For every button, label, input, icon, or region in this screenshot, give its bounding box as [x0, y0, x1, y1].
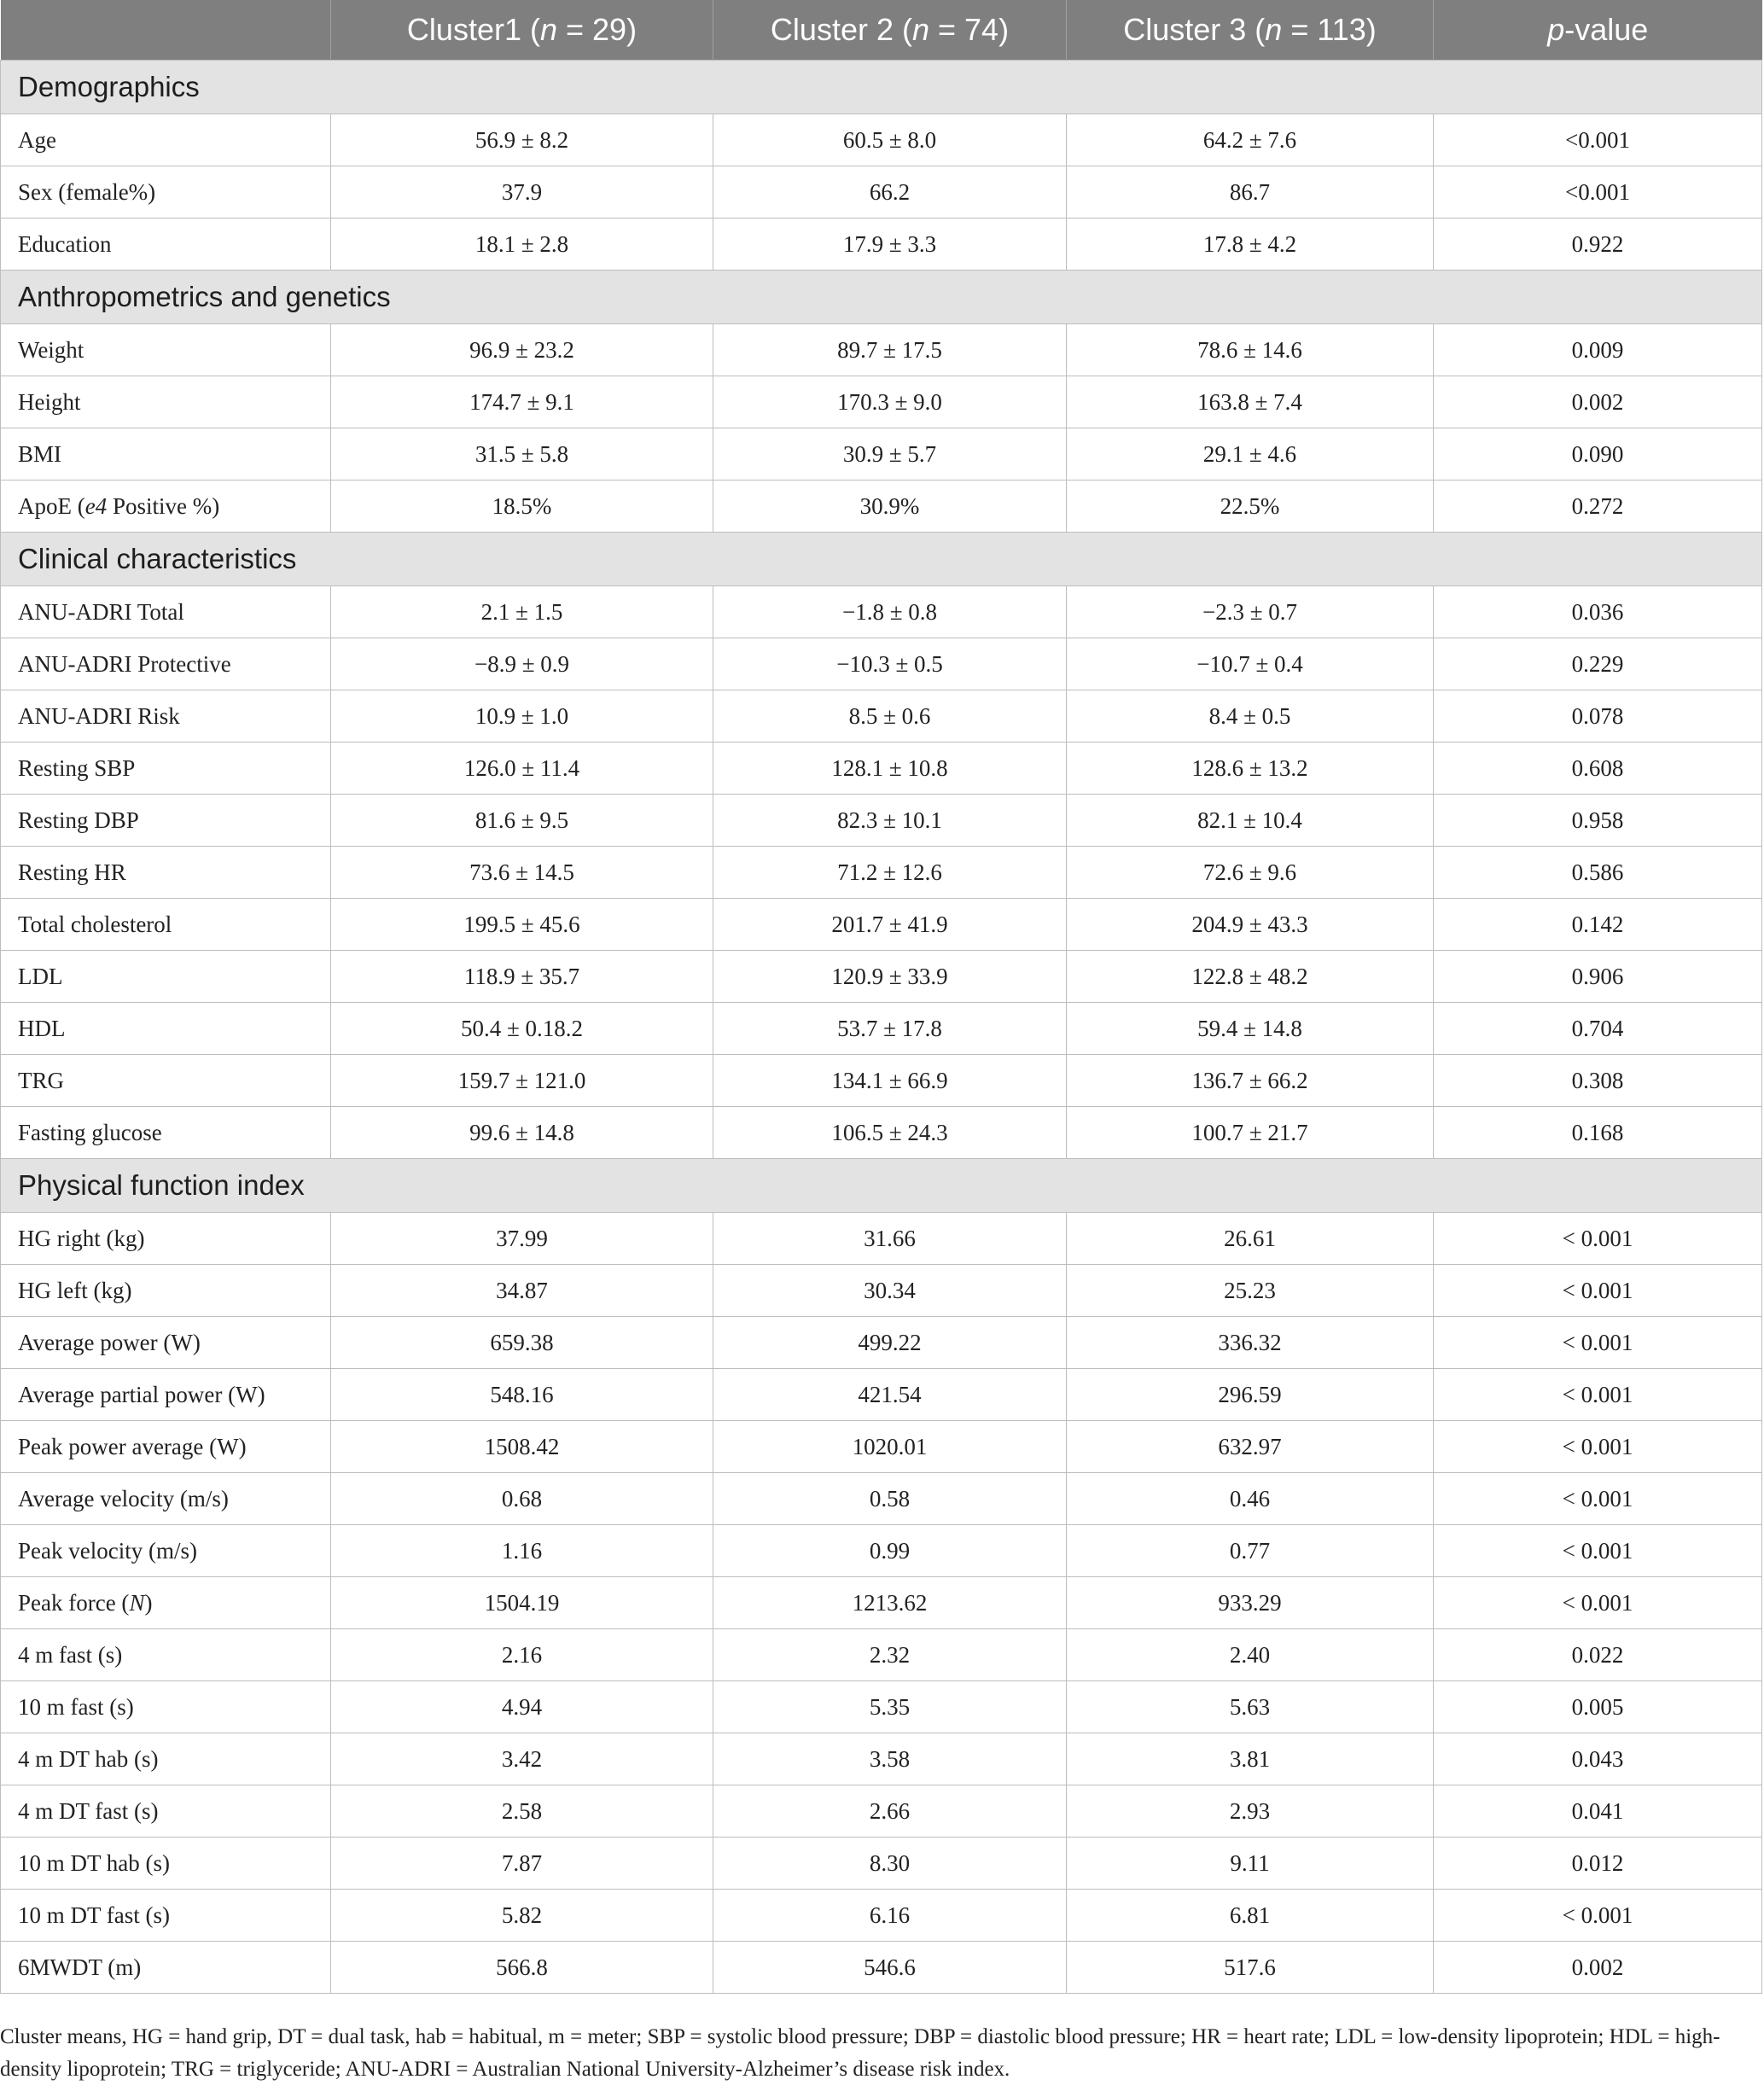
section-row: [1, 271, 1762, 324]
row-label: [1, 1681, 331, 1733]
table-row: [1, 586, 1762, 638]
section-row: [1, 61, 1762, 114]
row-label: [1, 1733, 331, 1785]
cell-cluster-1: 659.38: [331, 1317, 713, 1369]
table-row: [1, 1055, 1762, 1107]
cell-cluster-3: 0.77: [1067, 1525, 1434, 1577]
cell-cluster-2: 8.30: [713, 1838, 1067, 1890]
cell-cluster-3: 0.46: [1067, 1473, 1434, 1525]
cell-p-value: 0.002: [1434, 1942, 1762, 1994]
cell-cluster-2: 53.7 ± 17.8: [713, 1003, 1067, 1055]
cell-cluster-3: 6.81: [1067, 1890, 1434, 1942]
cell-p-value: < 0.001: [1434, 1265, 1762, 1317]
row-label-text: HG right (kg): [18, 1225, 145, 1251]
cell-cluster-3: 204.9 ± 43.3: [1067, 899, 1434, 951]
row-label-text: Resting SBP: [18, 754, 136, 781]
row-label: [1, 1421, 331, 1473]
section-row: [1, 533, 1762, 586]
table-row: [1, 690, 1762, 743]
cell-p-value: 0.272: [1434, 481, 1762, 533]
header-text: Cluster 2 (: [770, 12, 912, 47]
cell-cluster-2: 66.2: [713, 166, 1067, 218]
cell-cluster-2: 60.5 ± 8.0: [713, 114, 1067, 166]
cell-cluster-3: 100.7 ± 21.7: [1067, 1107, 1434, 1159]
cell-cluster-3: 64.2 ± 7.6: [1067, 114, 1434, 166]
row-label: [1, 690, 331, 743]
row-label-text: 10 m fast (s): [18, 1693, 134, 1720]
table-row: [1, 1629, 1762, 1681]
row-label: [1, 1942, 331, 1994]
table-row: [1, 1890, 1762, 1942]
row-label-text: Education: [18, 230, 112, 257]
row-label: [1, 1473, 331, 1525]
row-label: [1, 376, 331, 428]
row-label: [1, 1890, 331, 1942]
cell-cluster-1: 37.9: [331, 166, 713, 218]
cell-cluster-2: 170.3 ± 9.0: [713, 376, 1067, 428]
cell-p-value: 0.308: [1434, 1055, 1762, 1107]
row-label: [1, 795, 331, 847]
cell-cluster-3: 59.4 ± 14.8: [1067, 1003, 1434, 1055]
cell-cluster-3: 86.7: [1067, 166, 1434, 218]
row-label-text: 4 m DT fast (s): [18, 1797, 159, 1824]
header-text: = 113): [1282, 12, 1377, 47]
cell-cluster-1: 548.16: [331, 1369, 713, 1421]
row-label: [1, 166, 331, 218]
table-row: [1, 1838, 1762, 1890]
cell-cluster-1: 4.94: [331, 1681, 713, 1733]
cell-cluster-3: 9.11: [1067, 1838, 1434, 1890]
cell-cluster-1: 2.58: [331, 1785, 713, 1838]
cell-p-value: 0.958: [1434, 795, 1762, 847]
cell-p-value: 0.168: [1434, 1107, 1762, 1159]
table-row: [1, 1785, 1762, 1838]
cell-p-value: < 0.001: [1434, 1890, 1762, 1942]
row-label-text: Peak velocity (m/s): [18, 1537, 197, 1564]
cell-cluster-2: 31.66: [713, 1213, 1067, 1265]
row-label-text: Fasting glucose: [18, 1119, 162, 1145]
cell-cluster-1: 126.0 ± 11.4: [331, 743, 713, 795]
row-label: [1, 847, 331, 899]
cell-cluster-3: 632.97: [1067, 1421, 1434, 1473]
row-label-text: Positive %): [107, 492, 220, 519]
cell-cluster-3: 933.29: [1067, 1577, 1434, 1629]
cell-p-value: 0.012: [1434, 1838, 1762, 1890]
table-row: [1, 1733, 1762, 1785]
cell-cluster-1: 2.16: [331, 1629, 713, 1681]
table-row: [1, 899, 1762, 951]
row-label-text: 6MWDT (m): [18, 1954, 142, 1980]
row-label: [1, 114, 331, 166]
cell-cluster-1: 3.42: [331, 1733, 713, 1785]
table-row: [1, 1525, 1762, 1577]
row-label-text: Average power (W): [18, 1329, 201, 1355]
cell-cluster-3: 25.23: [1067, 1265, 1434, 1317]
cell-cluster-3: 17.8 ± 4.2: [1067, 218, 1434, 271]
row-label-italic: N: [129, 1589, 145, 1616]
cell-cluster-1: 174.7 ± 9.1: [331, 376, 713, 428]
row-label-text: 10 m DT fast (s): [18, 1902, 170, 1928]
cell-cluster-1: 56.9 ± 8.2: [331, 114, 713, 166]
cell-cluster-2: 0.99: [713, 1525, 1067, 1577]
row-label-text: Weight: [18, 336, 84, 363]
row-label: [1, 324, 331, 376]
table-row: [1, 1265, 1762, 1317]
cell-cluster-1: 566.8: [331, 1942, 713, 1994]
cell-cluster-2: 0.58: [713, 1473, 1067, 1525]
cell-p-value: 0.090: [1434, 428, 1762, 481]
row-label: [1, 1577, 331, 1629]
table-row: [1, 795, 1762, 847]
table-row: [1, 1107, 1762, 1159]
table-row: [1, 1317, 1762, 1369]
cell-cluster-1: 0.68: [331, 1473, 713, 1525]
cell-cluster-1: 1508.42: [331, 1421, 713, 1473]
cell-cluster-2: 120.9 ± 33.9: [713, 951, 1067, 1003]
row-label: [1, 481, 331, 533]
row-label-text: Total cholesterol: [18, 911, 172, 937]
cell-cluster-1: 1.16: [331, 1525, 713, 1577]
row-label: [1, 899, 331, 951]
cell-cluster-3: 517.6: [1067, 1942, 1434, 1994]
table-row: [1, 1213, 1762, 1265]
row-label-text: Resting HR: [18, 859, 126, 885]
cell-cluster-3: 82.1 ± 10.4: [1067, 795, 1434, 847]
cell-cluster-1: 50.4 ± 0.18.2: [331, 1003, 713, 1055]
row-label-text: Average partial power (W): [18, 1381, 265, 1407]
cell-cluster-2: 30.9 ± 5.7: [713, 428, 1067, 481]
cell-p-value: < 0.001: [1434, 1369, 1762, 1421]
row-label-text: Average velocity (m/s): [18, 1485, 229, 1511]
cell-cluster-2: 421.54: [713, 1369, 1067, 1421]
cell-cluster-2: −10.3 ± 0.5: [713, 638, 1067, 690]
cell-cluster-1: 2.1 ± 1.5: [331, 586, 713, 638]
cell-cluster-2: 1213.62: [713, 1577, 1067, 1629]
cell-p-value: 0.078: [1434, 690, 1762, 743]
cell-cluster-2: 106.5 ± 24.3: [713, 1107, 1067, 1159]
cell-p-value: < 0.001: [1434, 1525, 1762, 1577]
row-label-text: ANU-ADRI Protective: [18, 650, 231, 677]
header-text: Cluster 3 (: [1123, 12, 1266, 47]
cell-cluster-1: 73.6 ± 14.5: [331, 847, 713, 899]
row-label: [1, 1003, 331, 1055]
row-label-text: Age: [18, 126, 56, 153]
cell-cluster-1: 81.6 ± 9.5: [331, 795, 713, 847]
cell-cluster-1: 99.6 ± 14.8: [331, 1107, 713, 1159]
cell-cluster-3: 128.6 ± 13.2: [1067, 743, 1434, 795]
cell-p-value: 0.142: [1434, 899, 1762, 951]
cell-p-value: 0.704: [1434, 1003, 1762, 1055]
row-label: [1, 1265, 331, 1317]
cell-p-value: 0.922: [1434, 218, 1762, 271]
cell-cluster-2: 3.58: [713, 1733, 1067, 1785]
header-italic: n: [539, 12, 557, 47]
cell-p-value: < 0.001: [1434, 1577, 1762, 1629]
cell-cluster-2: 82.3 ± 10.1: [713, 795, 1067, 847]
cell-cluster-3: 29.1 ± 4.6: [1067, 428, 1434, 481]
cell-cluster-2: 17.9 ± 3.3: [713, 218, 1067, 271]
cell-cluster-1: 18.5%: [331, 481, 713, 533]
header-italic: n: [1265, 12, 1283, 47]
section-row: [1, 1159, 1762, 1213]
cell-p-value: 0.005: [1434, 1681, 1762, 1733]
row-label-text: Sex (female%): [18, 178, 156, 205]
cell-cluster-1: 37.99: [331, 1213, 713, 1265]
cell-p-value: 0.041: [1434, 1785, 1762, 1838]
row-label: [1, 1369, 331, 1421]
cell-cluster-1: 118.9 ± 35.7: [331, 951, 713, 1003]
cell-cluster-1: 5.82: [331, 1890, 713, 1942]
row-label-text: 4 m DT hab (s): [18, 1745, 159, 1772]
table-row: [1, 1577, 1762, 1629]
cell-cluster-3: 78.6 ± 14.6: [1067, 324, 1434, 376]
cell-cluster-2: 1020.01: [713, 1421, 1067, 1473]
cell-cluster-2: 30.9%: [713, 481, 1067, 533]
section-title: Clinical characteristics: [1, 533, 1762, 586]
table-row: [1, 951, 1762, 1003]
row-label-text: LDL: [18, 963, 63, 989]
header-cell-p-value: [1434, 0, 1762, 61]
cell-cluster-2: 134.1 ± 66.9: [713, 1055, 1067, 1107]
row-label: [1, 428, 331, 481]
row-label-text: TRG: [18, 1067, 64, 1093]
cell-cluster-1: 159.7 ± 121.0: [331, 1055, 713, 1107]
row-label-text: 10 m DT hab (s): [18, 1849, 170, 1876]
row-label-text: ApoE (: [18, 492, 85, 519]
row-label: [1, 218, 331, 271]
header-cell-cluster-3: [1067, 0, 1434, 61]
cell-cluster-2: 71.2 ± 12.6: [713, 847, 1067, 899]
cell-cluster-2: −1.8 ± 0.8: [713, 586, 1067, 638]
cell-p-value: 0.586: [1434, 847, 1762, 899]
header-italic: n: [911, 12, 929, 47]
cell-p-value: 0.036: [1434, 586, 1762, 638]
cell-cluster-2: 2.32: [713, 1629, 1067, 1681]
cell-p-value: 0.229: [1434, 638, 1762, 690]
cell-p-value: 0.002: [1434, 376, 1762, 428]
table-body: [1, 61, 1762, 1994]
header-text: = 74): [929, 12, 1010, 47]
header-row: [1, 0, 1762, 61]
table-row: [1, 428, 1762, 481]
row-label-text: ANU-ADRI Total: [18, 598, 184, 625]
header-text: -value: [1564, 12, 1649, 47]
cell-cluster-1: 31.5 ± 5.8: [331, 428, 713, 481]
cell-cluster-3: 8.4 ± 0.5: [1067, 690, 1434, 743]
row-label: [1, 586, 331, 638]
header-text: Cluster1 (: [406, 12, 540, 47]
table-row: [1, 1681, 1762, 1733]
cell-cluster-2: 546.6: [713, 1942, 1067, 1994]
cell-cluster-2: 30.34: [713, 1265, 1067, 1317]
table-row: [1, 324, 1762, 376]
cell-p-value: 0.043: [1434, 1733, 1762, 1785]
row-label: [1, 1629, 331, 1681]
row-label: [1, 1317, 331, 1369]
cell-cluster-2: 5.35: [713, 1681, 1067, 1733]
section-title: Demographics: [1, 61, 1762, 114]
cell-cluster-1: 34.87: [331, 1265, 713, 1317]
row-label-text: 4 m fast (s): [18, 1641, 123, 1668]
table-row: [1, 481, 1762, 533]
cell-cluster-1: 199.5 ± 45.6: [331, 899, 713, 951]
cell-cluster-2: 201.7 ± 41.9: [713, 899, 1067, 951]
row-label-text: HDL: [18, 1015, 66, 1041]
cell-cluster-2: 499.22: [713, 1317, 1067, 1369]
row-label: [1, 743, 331, 795]
cell-p-value: < 0.001: [1434, 1473, 1762, 1525]
header-text: = 29): [557, 12, 637, 47]
cell-cluster-3: 5.63: [1067, 1681, 1434, 1733]
cell-p-value: <0.001: [1434, 166, 1762, 218]
section-title: Physical function index: [1, 1159, 1762, 1213]
row-label: [1, 1838, 331, 1890]
row-label: [1, 1213, 331, 1265]
row-label: [1, 1785, 331, 1838]
cell-p-value: 0.009: [1434, 324, 1762, 376]
cell-cluster-2: 2.66: [713, 1785, 1067, 1838]
cell-cluster-1: 18.1 ± 2.8: [331, 218, 713, 271]
cell-p-value: 0.022: [1434, 1629, 1762, 1681]
cell-cluster-1: 7.87: [331, 1838, 713, 1890]
cell-cluster-3: −10.7 ± 0.4: [1067, 638, 1434, 690]
row-label: [1, 1055, 331, 1107]
header-cell-cluster-2: [713, 0, 1067, 61]
cell-p-value: < 0.001: [1434, 1213, 1762, 1265]
table-header: [1, 0, 1762, 61]
section-title: Anthropometrics and genetics: [1, 271, 1762, 324]
table-row: [1, 114, 1762, 166]
cell-p-value: < 0.001: [1434, 1317, 1762, 1369]
table-row: [1, 1421, 1762, 1473]
table-row: [1, 638, 1762, 690]
table-row: [1, 847, 1762, 899]
header-cell-variable: [1, 0, 331, 61]
table-row: [1, 376, 1762, 428]
row-label-text: ANU-ADRI Risk: [18, 702, 180, 729]
cell-cluster-3: 26.61: [1067, 1213, 1434, 1265]
row-label-text: Peak force (: [18, 1589, 130, 1616]
row-label-text: HG left (kg): [18, 1277, 132, 1303]
row-label-text: ): [144, 1589, 153, 1616]
cell-cluster-3: 296.59: [1067, 1369, 1434, 1421]
cell-cluster-1: −8.9 ± 0.9: [331, 638, 713, 690]
table-row: [1, 1473, 1762, 1525]
header-cell-cluster-1: [331, 0, 713, 61]
cell-cluster-2: 8.5 ± 0.6: [713, 690, 1067, 743]
table-footnote: Cluster means, HG = hand grip, DT = dual task, hab = habitual, m = meter; SBP = systolic blood pressure; DBP = diastolic blood pressure; HR = heart rate; LDL = low-density lipoprotein; HDL = high-density lipoprotein; TRG = triglyceride; ANU-ADRI = Australian National University-Alzheimer’s disease risk index.: [0, 2025, 1720, 2081]
row-label-italic: e4: [84, 492, 108, 519]
cell-cluster-1: 96.9 ± 23.2: [331, 324, 713, 376]
row-label-text: Peak power average (W): [18, 1433, 247, 1459]
cell-cluster-1: 10.9 ± 1.0: [331, 690, 713, 743]
row-label: [1, 638, 331, 690]
row-label-text: Resting DBP: [18, 807, 139, 833]
cell-p-value: 0.608: [1434, 743, 1762, 795]
table-row: [1, 1369, 1762, 1421]
row-label: [1, 1525, 331, 1577]
cell-cluster-3: 122.8 ± 48.2: [1067, 951, 1434, 1003]
table-row: [1, 1942, 1762, 1994]
cell-cluster-2: 89.7 ± 17.5: [713, 324, 1067, 376]
cell-cluster-3: 72.6 ± 9.6: [1067, 847, 1434, 899]
table-row: [1, 166, 1762, 218]
cell-cluster-3: −2.3 ± 0.7: [1067, 586, 1434, 638]
cell-p-value: < 0.001: [1434, 1421, 1762, 1473]
row-label-text: Height: [18, 388, 81, 415]
row-label: [1, 951, 331, 1003]
table-row: [1, 743, 1762, 795]
cell-cluster-3: 336.32: [1067, 1317, 1434, 1369]
row-label: [1, 1107, 331, 1159]
cell-cluster-3: 22.5%: [1067, 481, 1434, 533]
cell-cluster-3: 163.8 ± 7.4: [1067, 376, 1434, 428]
table-row: [1, 1003, 1762, 1055]
header-italic: p: [1547, 12, 1565, 47]
cell-cluster-2: 6.16: [713, 1890, 1067, 1942]
cell-cluster-3: 136.7 ± 66.2: [1067, 1055, 1434, 1107]
cell-cluster-3: 2.93: [1067, 1785, 1434, 1838]
row-label-text: BMI: [18, 440, 62, 467]
cell-p-value: 0.906: [1434, 951, 1762, 1003]
cell-cluster-3: 2.40: [1067, 1629, 1434, 1681]
cell-p-value: <0.001: [1434, 114, 1762, 166]
table-row: [1, 218, 1762, 271]
cell-cluster-3: 3.81: [1067, 1733, 1434, 1785]
cell-cluster-2: 128.1 ± 10.8: [713, 743, 1067, 795]
cell-cluster-1: 1504.19: [331, 1577, 713, 1629]
